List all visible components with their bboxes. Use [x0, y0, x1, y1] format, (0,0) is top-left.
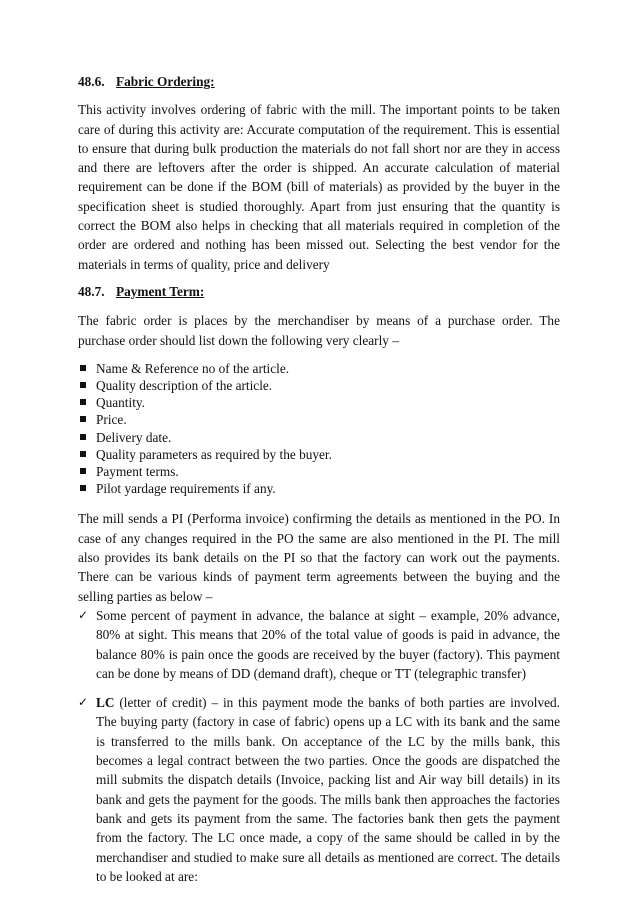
section-heading-fabric-ordering	[78, 72, 560, 91]
section-title: Fabric Ordering:	[116, 74, 215, 89]
square-bullet-icon	[80, 434, 86, 440]
list-item-text: (letter of credit) – in this payment mode the banks of both parties are involved. The buying party (factory in case of fabric) opens up a LC with its bank and the same is transferred to the mills bank. On acceptance of the LC by the mills bank, this becomes a legal contract between the two parties. Once the goods are dispatched the mill submits the dispatch details (Invoice, packing list and Air way bill details) in its bank and gets the payment for the goods. The mills bank then approaches the factories bank and gets its payment from the same. The factories bank then gets the payment from the factory. The LC once made, a copy of the same should be called in by the merchandiser and studied to make sure all details as mentioned are correct. The details to be looked at are:	[96, 695, 560, 884]
section-title: Payment Term:	[116, 283, 205, 299]
lc-term: LC	[96, 695, 115, 711]
section-number: 48.6.	[78, 74, 105, 89]
list-item	[78, 463, 560, 480]
check-mark-icon: ✓	[78, 607, 89, 622]
list-item	[78, 360, 560, 377]
document-page	[78, 72, 560, 886]
list-item	[78, 480, 560, 497]
list-item-text: Quality parameters as required by the buyer.	[96, 446, 332, 462]
list-item	[78, 429, 560, 446]
section-heading-payment-term	[78, 282, 560, 301]
list-item	[78, 394, 560, 411]
list-item-text: Delivery date.	[96, 429, 172, 445]
square-bullet-icon	[80, 399, 86, 405]
list-item-text: Some percent of payment in advance, the balance at sight – example, 20% advance, 80% at sight. This means that 20% of the total value of goods is paid in advance, the balance 80% is pain once the goods are received by the buyer (factory). This payment can be done by means of DD (demand draft), cheque or TT (telegraphic transfer)	[96, 607, 560, 681]
fabric-ordering-paragraph: This activity involves ordering of fabric with the mill. The important points to be taken care of during this activity are: Accurate computation of the requirement. This is essential to ensure that during bulk production the materials do not fall short nor are they in access and there are leftovers after the order is shipped. An accurate calculation of material requirement can be done if the BOM (bill of materials) as provided by the buyer in the specification sheet is studied thoroughly. Apart from just ensuring that the quantity is correct the BOM also helps in checking that all materials required in completion of the order are ordered and nothing has been missed out. Selecting the best vendor for the materials in terms of quality, price and delivery	[78, 102, 560, 272]
list-item-text: Price.	[96, 412, 127, 428]
list-item-text: Pilot yardage requirements if any.	[96, 481, 276, 497]
list-item	[78, 377, 560, 394]
list-item-text: Payment terms.	[96, 464, 179, 480]
list-item	[78, 693, 560, 886]
section-number: 48.7.	[78, 283, 105, 299]
square-bullet-icon	[80, 468, 86, 474]
square-bullet-icon	[80, 451, 86, 457]
list-item-text: Quality description of the article.	[96, 378, 273, 394]
payment-terms-list	[78, 606, 560, 886]
performa-invoice-paragraph: The mill sends a PI (Performa invoice) confirming the details as mentioned in the PO. In case of any changes required in the PO the same are also mentioned in the PI. The mill also provides its bank details on the PI so that the factory can work out the payments. There can be various kinds of payment term agreements between the buying and the selling parties as below –	[78, 511, 560, 604]
list-item	[78, 446, 560, 463]
check-mark-icon: ✓	[78, 695, 89, 710]
list-item	[78, 411, 560, 428]
square-bullet-icon	[80, 485, 86, 491]
square-bullet-icon	[80, 382, 86, 388]
payment-term-intro: The fabric order is places by the merchandiser by means of a purchase order. The purchase order should list down the following very clearly –	[78, 313, 560, 348]
purchase-order-list	[78, 360, 560, 498]
square-bullet-icon	[80, 365, 86, 371]
list-item	[78, 606, 560, 683]
list-item-text: Quantity.	[96, 395, 145, 411]
list-item-text: Name & Reference no of the article.	[96, 360, 290, 376]
square-bullet-icon	[80, 416, 86, 422]
